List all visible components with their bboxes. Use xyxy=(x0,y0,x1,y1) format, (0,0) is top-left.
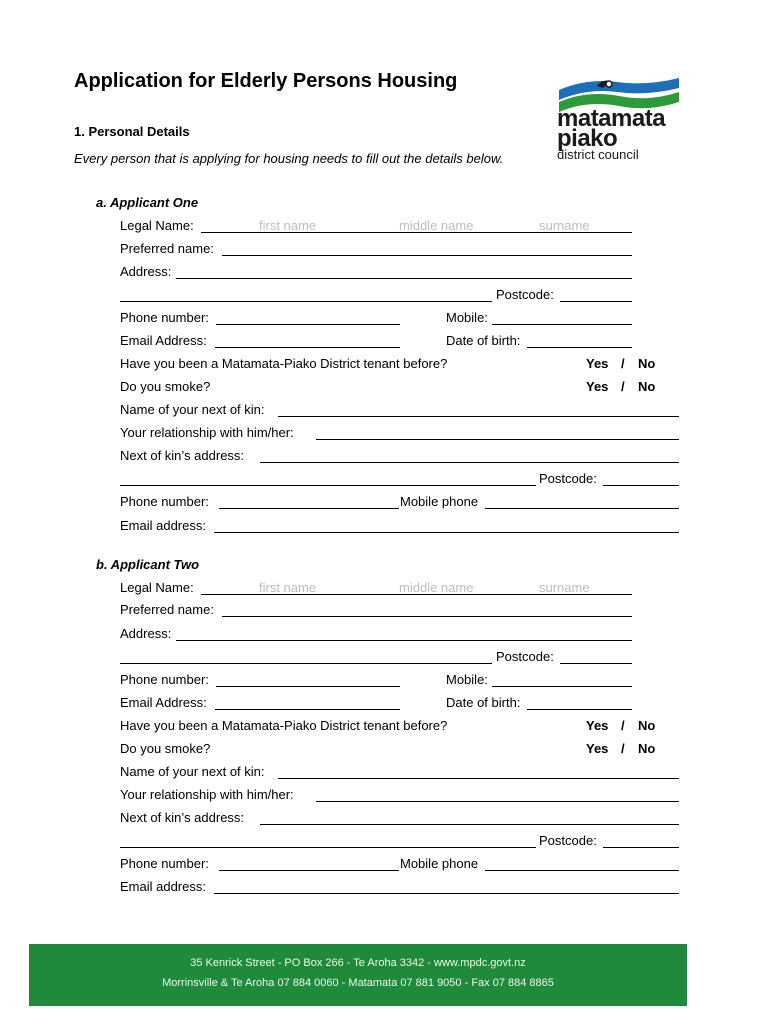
address-line-2-field[interactable] xyxy=(120,301,492,302)
legal-name-label: Legal Name: xyxy=(120,218,194,233)
option-separator: / xyxy=(621,356,625,371)
nok-phone-label: Phone number: xyxy=(120,856,209,871)
surname-placeholder: surname xyxy=(539,580,590,595)
nok-address-line-2-field[interactable] xyxy=(120,847,536,848)
dob-field[interactable] xyxy=(527,709,632,710)
nok-phone-field[interactable] xyxy=(219,870,399,871)
nok-mobile-label: Mobile phone xyxy=(400,494,479,509)
email-field[interactable] xyxy=(215,347,400,348)
smoke-question: Do you smoke? xyxy=(120,379,211,394)
contact-footer xyxy=(29,944,687,1006)
address-line-2-field[interactable] xyxy=(120,663,492,664)
phone-field[interactable] xyxy=(216,686,400,687)
postcode-field[interactable] xyxy=(560,301,632,302)
page-title: Application for Elderly Persons Housing xyxy=(74,70,458,92)
relationship-label: Your relationship with him/her: xyxy=(120,425,294,440)
legal-name-label: Legal Name: xyxy=(120,580,194,595)
tenant-no-option[interactable]: No xyxy=(638,356,656,371)
nok-address-label: Next of kin’s address: xyxy=(120,810,245,825)
dob-label: Date of birth: xyxy=(446,333,521,348)
option-separator: / xyxy=(621,379,625,394)
footer-address: 35 Kenrick Street - PO Box 266 - Te Aroha 3342 - www.mpdc.govt.nz xyxy=(190,957,526,969)
smoke-yes-option[interactable]: Yes xyxy=(586,379,609,394)
option-separator: / xyxy=(621,741,625,756)
preferred-name-field[interactable] xyxy=(222,616,632,617)
nok-postcode-field[interactable] xyxy=(603,485,679,486)
nok-label: Name of your next of kin: xyxy=(120,764,265,779)
mobile-field[interactable] xyxy=(492,324,632,325)
smoke-no-option[interactable]: No xyxy=(638,741,656,756)
nok-field[interactable] xyxy=(278,416,679,417)
mobile-label: Mobile: xyxy=(446,672,488,687)
mobile-label: Mobile: xyxy=(446,310,488,325)
dob-label: Date of birth: xyxy=(446,695,521,710)
address-label: Address: xyxy=(120,264,172,279)
nok-postcode-label: Postcode: xyxy=(539,833,597,848)
middle-name-placeholder: middle name xyxy=(399,580,474,595)
preferred-name-label: Preferred name: xyxy=(120,241,214,256)
relationship-field[interactable] xyxy=(316,439,679,440)
option-separator: / xyxy=(621,718,625,733)
logo-text-matamata: matamata xyxy=(557,105,666,132)
applicant-heading: a. Applicant One xyxy=(96,195,199,210)
email-field[interactable] xyxy=(215,709,400,710)
nok-label: Name of your next of kin: xyxy=(120,402,265,417)
footer-phones: Morrinsville & Te Aroha 07 884 0060 - Matamata 07 881 9050 - Fax 07 884 8865 xyxy=(162,977,554,989)
tenant-yes-option[interactable]: Yes xyxy=(586,356,609,371)
nok-phone-field[interactable] xyxy=(219,508,399,509)
postcode-label: Postcode: xyxy=(496,649,554,664)
relationship-label: Your relationship with him/her: xyxy=(120,787,294,802)
nok-mobile-label: Mobile phone xyxy=(400,856,479,871)
nok-mobile-field[interactable] xyxy=(485,508,679,509)
nok-postcode-label: Postcode: xyxy=(539,471,597,486)
first-name-placeholder: first name xyxy=(259,580,317,595)
applicant-heading: b. Applicant Two xyxy=(96,557,200,572)
nok-field[interactable] xyxy=(278,778,679,779)
postcode-field[interactable] xyxy=(560,663,632,664)
address-field[interactable] xyxy=(176,278,632,279)
section-heading: 1. Personal Details xyxy=(74,124,190,139)
nok-mobile-field[interactable] xyxy=(485,870,679,871)
tenant-yes-option[interactable]: Yes xyxy=(586,718,609,733)
postcode-label: Postcode: xyxy=(496,287,554,302)
tenant-no-option[interactable]: No xyxy=(638,718,656,733)
smoke-question: Do you smoke? xyxy=(120,741,211,756)
preferred-name-label: Preferred name: xyxy=(120,602,214,617)
nok-address-field[interactable] xyxy=(260,824,679,825)
nok-address-label: Next of kin’s address: xyxy=(120,448,245,463)
logo-text-district: district council xyxy=(557,147,639,162)
surname-placeholder: surname xyxy=(539,218,590,233)
first-name-placeholder: first name xyxy=(259,218,317,233)
phone-field[interactable] xyxy=(216,324,400,325)
address-label: Address: xyxy=(120,626,172,641)
nok-phone-label: Phone number: xyxy=(120,494,209,509)
middle-name-placeholder: middle name xyxy=(399,218,474,233)
smoke-no-option[interactable]: No xyxy=(638,379,656,394)
address-field[interactable] xyxy=(176,640,632,641)
tenant-question: Have you been a Matamata-Piako District tenant before? xyxy=(120,718,448,733)
tenant-question: Have you been a Matamata-Piako District tenant before? xyxy=(120,356,448,371)
nok-email-field[interactable] xyxy=(214,893,679,894)
nok-email-field[interactable] xyxy=(214,532,679,533)
phone-label: Phone number: xyxy=(120,310,209,325)
smoke-yes-option[interactable]: Yes xyxy=(586,741,609,756)
nok-address-line-2-field[interactable] xyxy=(120,485,536,486)
nok-postcode-field[interactable] xyxy=(603,847,679,848)
relationship-field[interactable] xyxy=(316,801,679,802)
nok-address-field[interactable] xyxy=(260,462,679,463)
preferred-name-field[interactable] xyxy=(222,255,632,256)
nok-email-label: Email address: xyxy=(120,518,206,533)
mobile-field[interactable] xyxy=(492,686,632,687)
section-intro: Every person that is applying for housing needs to fill out the details below. xyxy=(74,151,504,166)
dob-field[interactable] xyxy=(527,347,632,348)
nok-email-label: Email address: xyxy=(120,879,206,894)
email-label: Email Address: xyxy=(120,333,207,348)
email-label: Email Address: xyxy=(120,695,207,710)
phone-label: Phone number: xyxy=(120,672,209,687)
logo-text-piako: piako xyxy=(557,125,618,152)
